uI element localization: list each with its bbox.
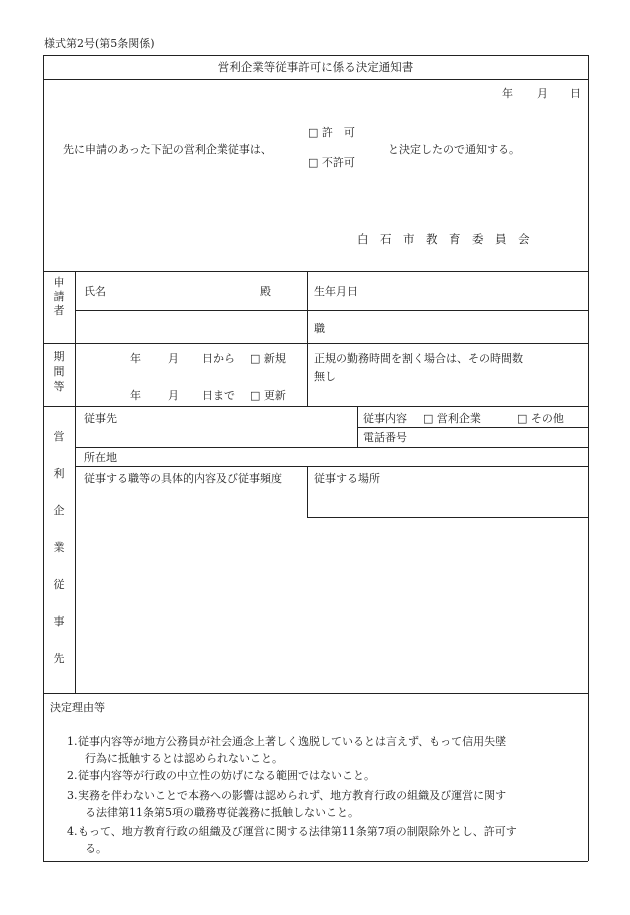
applicant-section-label: 申 請 者 xyxy=(53,276,65,317)
period-to-year: 年 xyxy=(130,389,141,402)
employer-label: 従事先 xyxy=(84,412,117,425)
issuer: 白 石 市 教 育 委 員 会 xyxy=(357,232,530,246)
date-year: 年 xyxy=(502,87,513,100)
birthdate-label: 生年月日 xyxy=(314,285,358,298)
statement-prefix: 先に申請のあった下記の営利企業従事は、 xyxy=(63,143,272,156)
place-label: 従事する場所 xyxy=(314,472,380,485)
name-label: 氏名 xyxy=(84,285,106,298)
new-checkbox: □ 新規 xyxy=(250,352,286,365)
work-hours-label: 正規の勤務時間を割く場合は、その時間数 xyxy=(314,352,523,365)
renewal-checkbox: □ 更新 xyxy=(250,389,286,402)
reason-item: 1. 従事内容等が地方公務員が社会通念上著しく逸脱しているとは言えず、もって信用失墜 行為に抵触するとは認められないこと。 xyxy=(67,735,507,765)
period-section-label: 期 間 等 xyxy=(53,350,65,393)
period-from-month: 月 xyxy=(168,352,179,365)
date-month: 月 xyxy=(537,87,548,100)
period-from-year: 年 xyxy=(130,352,141,365)
honorific: 殿 xyxy=(260,285,271,298)
work-hours-value: 無し xyxy=(314,370,336,383)
option-deny: □ 不許可 xyxy=(308,156,355,169)
period-to-month: 月 xyxy=(168,389,179,402)
date-day: 日 xyxy=(570,87,581,100)
period-to-day: 日まで xyxy=(202,389,235,402)
document-title: 営利企業等従事許可に係る決定通知書 xyxy=(217,60,414,74)
decision-label: 決定理由等 xyxy=(50,701,105,714)
content-label: 従事内容 xyxy=(363,412,407,425)
content-option-commercial: □ 営利企業 xyxy=(423,412,481,425)
reason-item: 3. 実務を伴わないことで本務への影響は認められず、地方教育行政の組織及び運営に関す る法律第11条第5項の職務専従義務に抵触しないこと。 xyxy=(67,789,507,819)
content-option-other: □ その他 xyxy=(517,412,564,425)
option-permit: □ 許 可 xyxy=(308,126,355,139)
statement-suffix: と決定したので通知する。 xyxy=(388,143,520,156)
period-from-day: 日から xyxy=(202,352,235,365)
business-section-label: 営 利 企 業 従 事 先 xyxy=(53,430,65,665)
duties-label: 従事する職等の具体的内容及び従事頻度 xyxy=(84,472,282,485)
phone-label: 電話番号 xyxy=(363,431,407,444)
reason-item: 2. 従事内容等が行政の中立性の妨げになる範囲ではないこと。 xyxy=(67,769,375,782)
reason-item: 4. もって、地方教育行政の組織及び運営に関する法律第11条第7項の制限除外とし、許可す る。 xyxy=(67,825,517,855)
address-label: 所在地 xyxy=(84,451,117,464)
position-label: 職 xyxy=(314,322,325,335)
form-number: 様式第2号(第5条関係) xyxy=(44,37,155,50)
